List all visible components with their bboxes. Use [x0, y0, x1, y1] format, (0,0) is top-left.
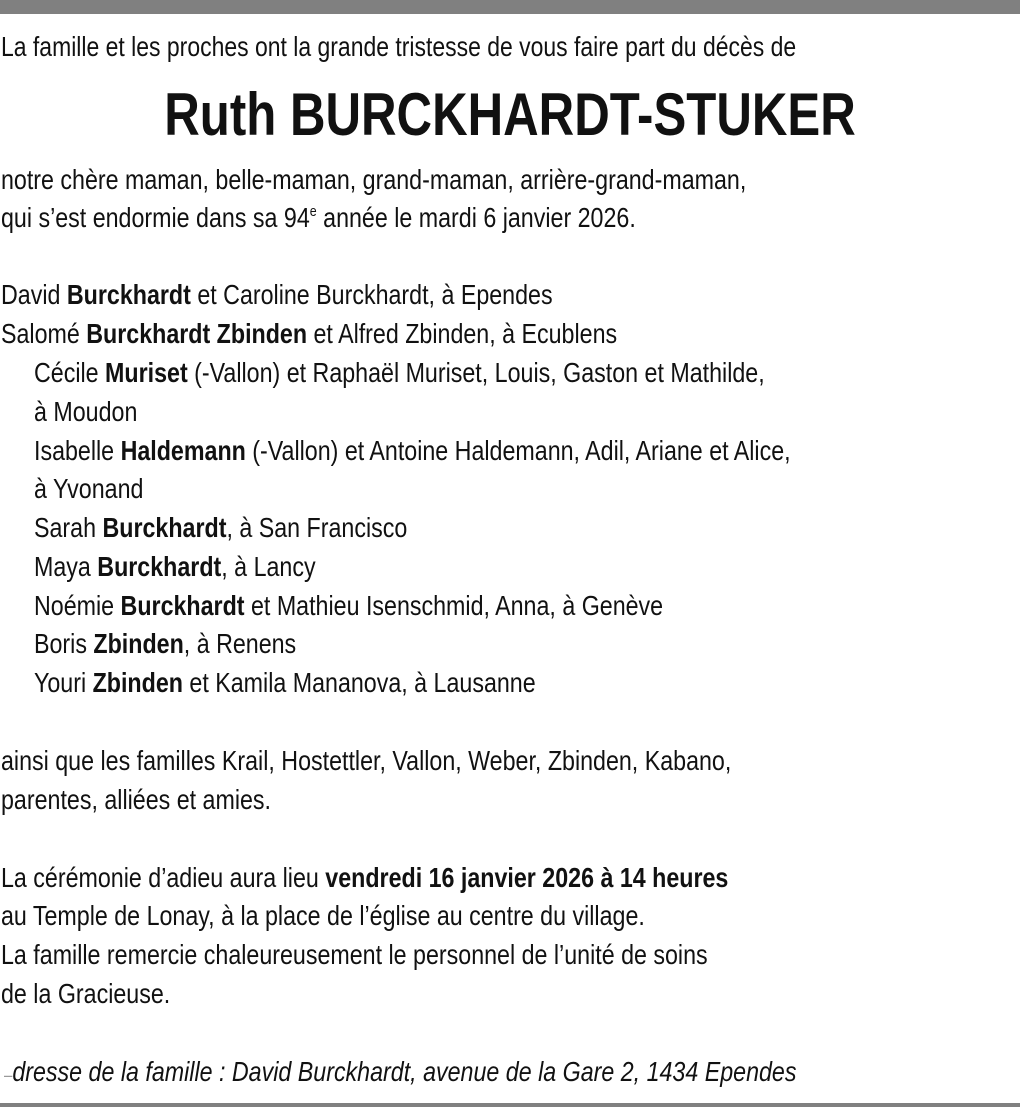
family-entry: David Burckhardt et Caroline Burckhardt, à Ependes — [1, 279, 553, 310]
family-entry-continuation: à Yvonand — [34, 473, 144, 504]
announcement-intro: La famille et les proches ont la grande tristesse de vous faire part du décès de — [1, 31, 797, 62]
thanks-line-2: de la Gracieuse. — [1, 978, 171, 1009]
family-entry: Maya Burckhardt, à Lancy — [34, 551, 316, 582]
bottom-border — [0, 1103, 1020, 1107]
family-entry: Isabelle Haldemann (-Vallon) et Antoine Haldemann, Adil, Ariane et Alice, — [34, 435, 791, 466]
family-entry: Boris Zbinden, à Renens — [34, 628, 297, 659]
deceased-name: Ruth BURCKHARDT-STUKER — [164, 81, 856, 148]
ceremony-date: vendredi 16 janvier 2026 à 14 heures — [325, 862, 729, 893]
family-entry: Cécile Muriset (-Vallon) et Raphaël Muriset, Louis, Gaston et Mathilde, — [34, 357, 765, 388]
other-families-line-1: ainsi que les familles Krail, Hostettler, Vallon, Weber, Zbinden, Kabano, — [1, 745, 732, 776]
truncated-mark: – — [4, 1065, 13, 1085]
superscript: e — [309, 203, 317, 220]
other-families-line-2: parentes, alliées et amies. — [1, 784, 271, 815]
top-border — [0, 0, 1020, 14]
family-entry: Noémie Burckhardt et Mathieu Isenschmid, Anna, à Genève — [34, 590, 664, 621]
family-entry-continuation: à Moudon — [34, 396, 138, 427]
description-line-2: qui s’est endormie dans sa 94e année le mardi 6 janvier 2026. — [1, 202, 636, 233]
description-line-1: notre chère maman, belle-maman, grand-maman, arrière-grand-maman, — [1, 164, 747, 195]
ceremony-line-1: La cérémonie d’adieu aura lieu vendredi 16 janvier 2026 à 14 heures — [1, 862, 729, 893]
family-address: –dresse de la famille : David Burckhardt, avenue de la Gare 2, 1434 Ependes — [4, 1053, 796, 1094]
family-entry: Youri Zbinden et Kamila Mananova, à Lausanne — [34, 667, 536, 698]
ceremony-line-2: au Temple de Lonay, à la place de l’église au centre du village. — [1, 900, 645, 931]
thanks-line-1: La famille remercie chaleureusement le personnel de l’unité de soins — [1, 939, 708, 970]
family-entry: Salomé Burckhardt Zbinden et Alfred Zbinden, à Ecublens — [1, 318, 618, 349]
family-entry: Sarah Burckhardt, à San Francisco — [34, 512, 408, 543]
